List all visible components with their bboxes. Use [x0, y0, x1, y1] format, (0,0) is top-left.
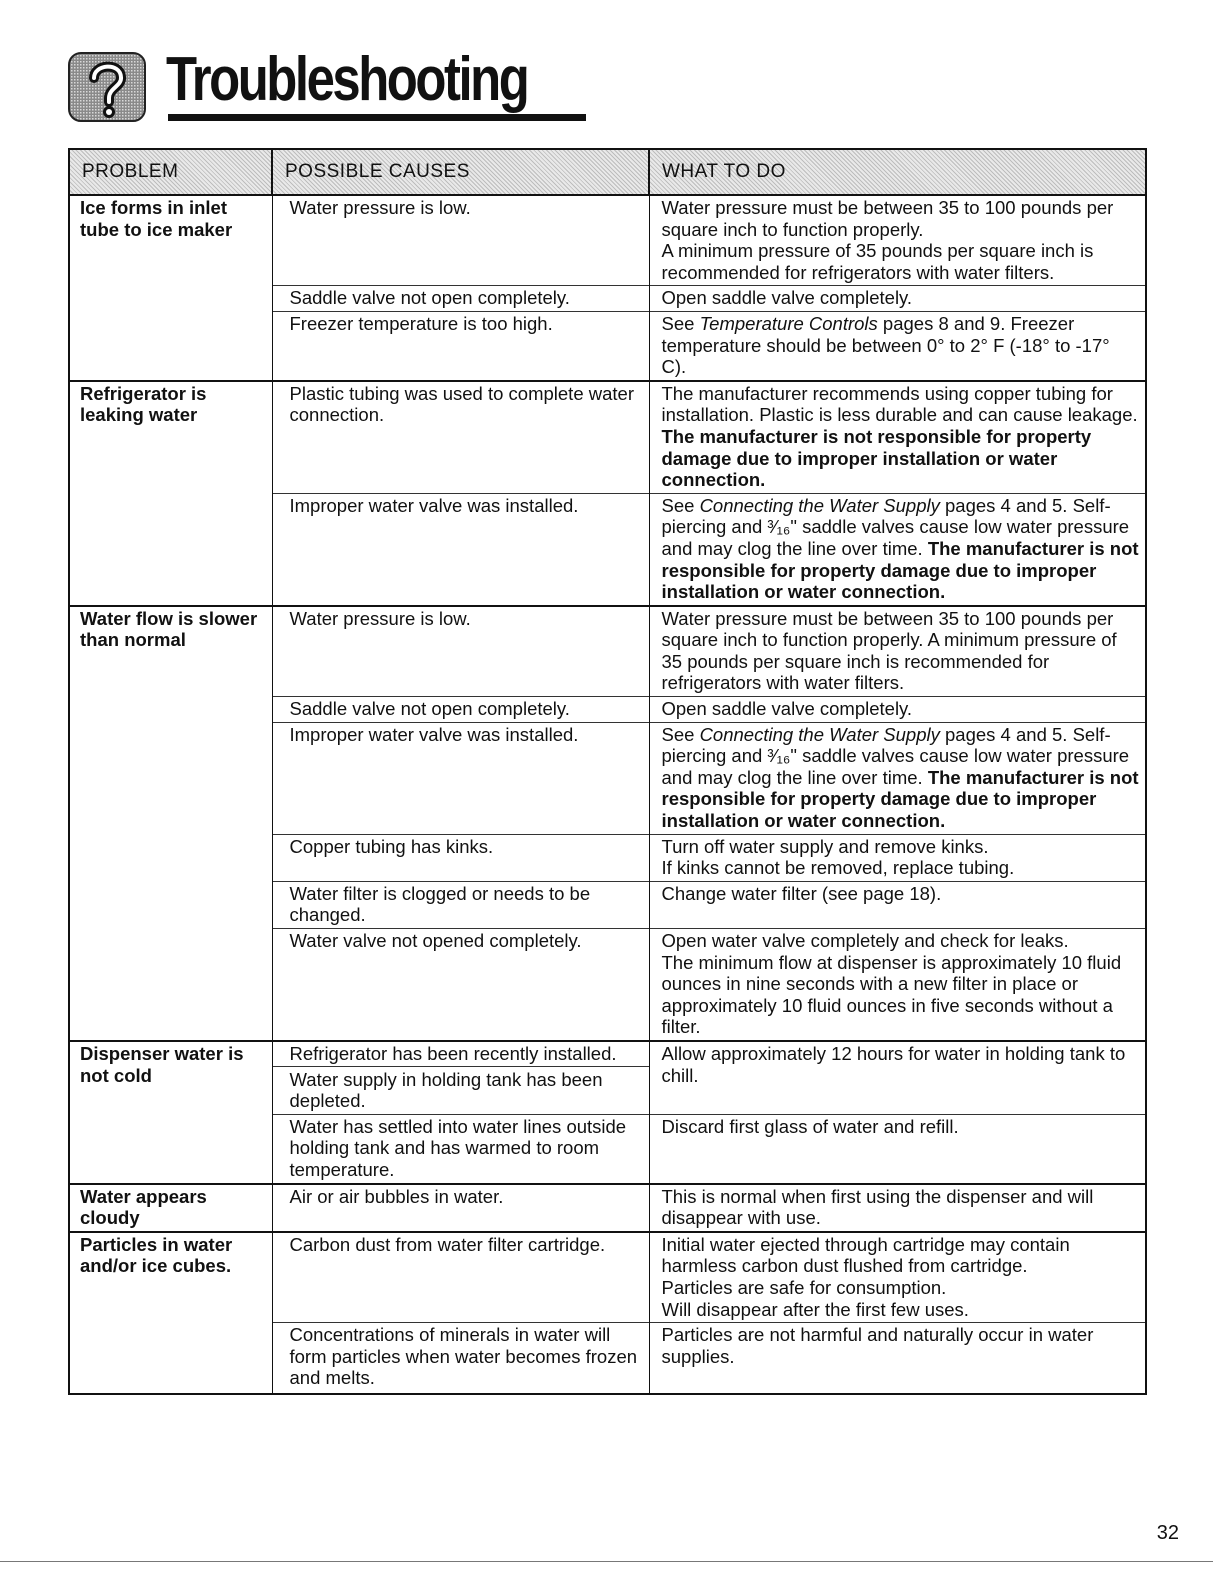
table-header-row — [69, 149, 1146, 195]
page-title: Troubleshooting — [166, 45, 528, 114]
cause-cell: Water filter is clogged or needs to be changed. — [272, 881, 649, 928]
cause-cell: Copper tubing has kinks. — [272, 834, 649, 881]
table-row — [69, 606, 1146, 697]
table-row — [69, 381, 1146, 493]
cause-cell: Improper water valve was installed. — [272, 493, 649, 605]
todo-cell: Particles are not harmful and naturally occur in water supplies. — [649, 1323, 1146, 1394]
todo-cell: Open water valve completely and check for leaks. The minimum flow at dispenser is approximately 10 fluid ounces in nine seconds with a new filter in place or approximately 10 fluid ounces in five seconds without a filter. — [649, 929, 1146, 1041]
cause-cell: Water pressure is low. — [272, 606, 649, 697]
todo-cell: The manufacturer recommends using copper tubing for installation. Plastic is less durable and can cause leakage. The manufacturer is not responsible for property damage due to improper installation or water connection. — [649, 381, 1146, 493]
todo-cell: Change water filter (see page 18). — [649, 881, 1146, 928]
problem-cell: Ice forms in inlet tube to ice maker — [69, 195, 272, 381]
todo-cell: Open saddle valve completely. — [649, 286, 1146, 312]
cause-cell: Water pressure is low. — [272, 195, 649, 286]
footer-divider — [0, 1561, 1213, 1562]
question-mark-icon — [68, 52, 146, 122]
table-row — [69, 1232, 1146, 1323]
todo-cell: Initial water ejected through cartridge may contain harmless carbon dust flushed from cartridge. Particles are safe for consumption. Will disappear after the first few uses. — [649, 1232, 1146, 1323]
page-number: 32 — [1156, 1522, 1179, 1544]
todo-cell: Water pressure must be between 35 to 100 pounds per square inch to function properly. A minimum pressure of 35 pounds per square inch is recommended for refrigerators with water filters. — [649, 195, 1146, 286]
cause-cell: Freezer temperature is too high. — [272, 311, 649, 380]
page-header — [68, 38, 528, 128]
todo-cell: Turn off water supply and remove kinks. If kinks cannot be removed, replace tubing. — [649, 834, 1146, 881]
cause-cell: Plastic tubing was used to complete water connection. — [272, 381, 649, 493]
todo-cell: Open saddle valve completely. — [649, 697, 1146, 723]
table-row — [69, 195, 1146, 286]
cause-cell: Air or air bubbles in water. — [272, 1184, 649, 1232]
cause-cell: Saddle valve not open completely. — [272, 697, 649, 723]
todo-cell: See Connecting the Water Supply pages 4 and 5. Self-piercing and ³⁄₁₆" saddle valves cause low water pressure and may clog the line over time. The manufacturer is not responsible for property damage due to improper installation or water connection. — [649, 493, 1146, 605]
problem-cell: Dispenser water is not cold — [69, 1041, 272, 1184]
troubleshooting-table — [68, 148, 1147, 1395]
todo-cell: Discard first glass of water and refill. — [649, 1114, 1146, 1183]
title-underline — [168, 114, 586, 121]
cause-cell: Carbon dust from water filter cartridge. — [272, 1232, 649, 1323]
table-row — [69, 1041, 1146, 1114]
todo-cell: Allow approximately 12 hours for water in holding tank to chill. — [649, 1041, 1146, 1114]
cause-cell: Saddle valve not open completely. — [272, 286, 649, 312]
problem-cell: Water appears cloudy — [69, 1184, 272, 1232]
column-header-problem: PROBLEM — [69, 149, 272, 195]
todo-cell: This is normal when first using the dispenser and will disappear with use. — [649, 1184, 1146, 1232]
table-row — [69, 1184, 1146, 1232]
cause-cell: Water has settled into water lines outside holding tank and has warmed to room temperature. — [272, 1114, 649, 1183]
problem-cell: Water flow is slower than normal — [69, 606, 272, 1041]
todo-cell: Water pressure must be between 35 to 100 pounds per square inch to function properly. A minimum pressure of 35 pounds per square inch is recommended for refrigerators with water filters. — [649, 606, 1146, 697]
column-header-todo: WHAT TO DO — [649, 149, 1146, 195]
todo-cell: See Connecting the Water Supply pages 4 and 5. Self-piercing and ³⁄₁₆" saddle valves cause low water pressure and may clog the line over time. The manufacturer is not responsible for property damage due to improper installation or water connection. — [649, 722, 1146, 834]
problem-cell: Particles in water and/or ice cubes. — [69, 1232, 272, 1394]
problem-cell: Refrigerator is leaking water — [69, 381, 272, 606]
todo-cell: See Temperature Controls pages 8 and 9. Freezer temperature should be between 0° to 2° F (-18° to -17° C). — [649, 311, 1146, 380]
cause-cell: Water valve not opened completely. — [272, 929, 649, 1041]
column-header-causes: POSSIBLE CAUSES — [272, 149, 649, 195]
cause-cell: Concentrations of minerals in water will form particles when water becomes frozen and melts. — [272, 1323, 649, 1394]
cause-cell: Refrigerator has been recently installed. Water supply in holding tank has been depleted. — [272, 1041, 649, 1114]
cause-cell: Improper water valve was installed. — [272, 722, 649, 834]
